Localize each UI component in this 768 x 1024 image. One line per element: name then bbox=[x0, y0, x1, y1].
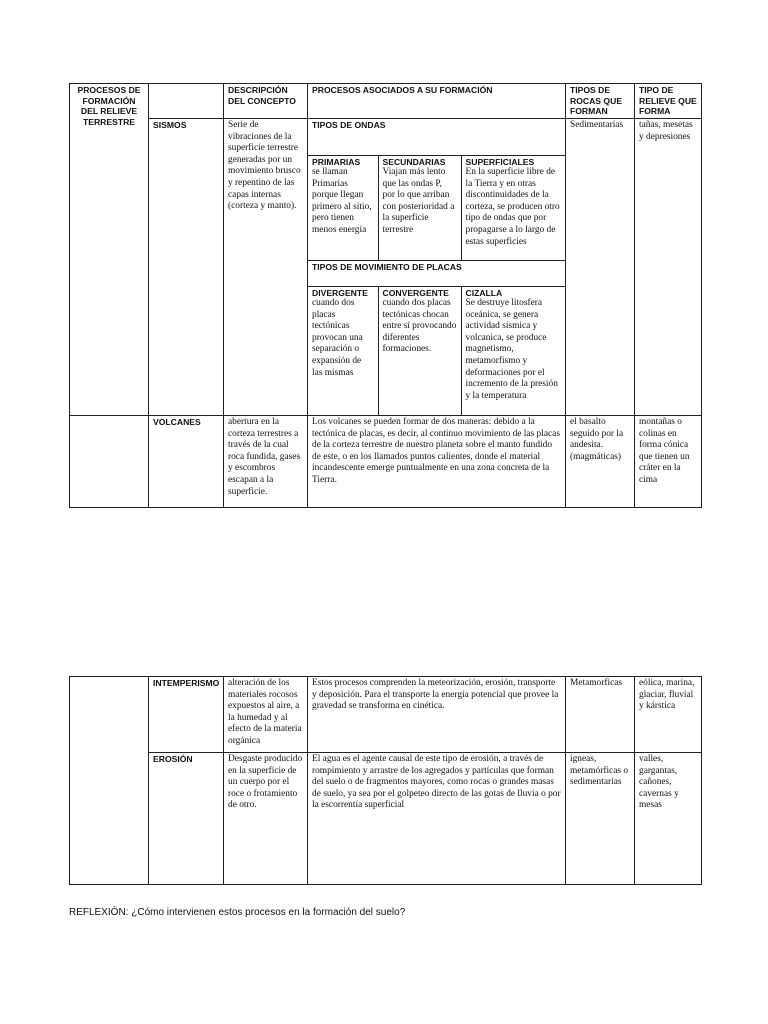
sismos-subtable-cell bbox=[308, 119, 566, 416]
procesos-erosion: El agua es el agente causal de este tipo de erosión, a través de rompimiento y arrastre de los agregados y partículas que forman del suelo o de fragmentos mayores, como rocas o grandes masas de suelo, ya sea por el golpeteo directo de las gotas de lluvia o por la escorrentía superficial bbox=[308, 753, 566, 885]
onda-primarias bbox=[308, 155, 378, 260]
procesos-intemperismo: Estos procesos comprenden la meteorización, erosión, transporte y deposición. Para el transporte la energía potencial que provee la gravedad se transforma en cinética. bbox=[308, 677, 566, 753]
header-descripcion: DESCRIPCIÓN DEL CONCEPTO bbox=[224, 84, 308, 119]
rocas-erosion: ígneas, metamórficas o sedimentarias bbox=[566, 753, 635, 885]
divergente-label: DIVERGENTE bbox=[312, 287, 368, 298]
relieve-erosion: valles, gargantas, cañones, cavernas y mesas bbox=[635, 753, 702, 885]
secundarias-text: Viajan más lento que las ondas P, por lo que arriban con posterioridad a la superficie terrestre bbox=[382, 167, 455, 236]
primarias-text: se llaman Primarias porque llegan primero al sitio, pero tienen menos energía bbox=[312, 167, 372, 236]
convergente-text: cuando dos placas tectónicas chocan entre sí provocando diferentes formaciones. bbox=[382, 298, 457, 355]
convergente-label: CONVERGENTE bbox=[382, 287, 449, 298]
reflexion-question: REFLEXIÓN: ¿Cómo intervienen estos procesos en la formación del suelo? bbox=[69, 907, 406, 918]
primarias-label: PRIMARIAS bbox=[312, 156, 361, 167]
description-volcanes: abertura en la corteza terrestres a través de la cual roca fundida, gases y escombros escapan a la superficie. bbox=[224, 416, 308, 508]
onda-superficiales bbox=[461, 155, 566, 260]
rocas-volcanes: el basalto seguido por la andesita. (magmáticas) bbox=[566, 416, 635, 508]
description-erosion: Desgaste producido en la superficie de un cuerpo por el roce o frotamiento de otro. bbox=[224, 753, 308, 885]
sismos-subtable bbox=[308, 119, 566, 415]
process-name-erosion: EROSIÓN bbox=[149, 753, 224, 885]
header-empty bbox=[149, 84, 224, 119]
procesos-volcanes: Los volcanes se pueden formar de dos maneras: debido a la tectónica de placas, es decir, al continuo movimiento de las placas de la corteza terrestre de nuestro planeta sobre el manto fundido de este, o en los llamados puntos calientes, donde el material incandescente emerge puntualmente en una zona concreta de la Tierra. bbox=[308, 416, 566, 508]
divergente-text: cuando dos placas tectónicas provocan una separación o expansión de las mismas bbox=[312, 298, 363, 378]
placa-divergente bbox=[308, 286, 378, 415]
relieve-intemperismo: eólica, marina, glaciar, fluvial y kárstica bbox=[635, 677, 702, 753]
relieve-sismos: tañas, mesetas y depresiones bbox=[635, 119, 702, 416]
superficiales-text: En la superficie libre de la Tierra y en otras discontinuidades de la corteza, se producen otro tipo de ondas que por propagarse a lo largo de estas superficies bbox=[465, 167, 560, 247]
rocas-intemperismo: Metamorficas bbox=[566, 677, 635, 753]
description-intemperismo: alteración de los materiales rocosos expuestos al aire, a la humedad y al efecto de la materia orgánica bbox=[224, 677, 308, 753]
process-name-sismos: SISMOS bbox=[149, 119, 224, 416]
onda-secundarias bbox=[378, 155, 461, 260]
secundarias-label: SECUNDARIAS bbox=[382, 156, 446, 167]
relief-process-table-2 bbox=[69, 676, 702, 885]
cizalla-label: CIZALLA bbox=[465, 287, 503, 298]
header-rocas: TIPOS DE ROCAS QUE FORMAN bbox=[566, 84, 635, 119]
placa-convergente bbox=[378, 286, 461, 415]
process-name-volcanes: VOLCANES bbox=[149, 416, 224, 508]
relieve-volcanes: montañas o colinas en forma cónica que tienen un cráter en la cima bbox=[635, 416, 702, 508]
placa-cizalla bbox=[461, 286, 566, 415]
rocas-sismos: Sedimentarias bbox=[566, 119, 635, 416]
row-empty-cell bbox=[70, 416, 149, 508]
header-asociados: PROCESOS ASOCIADOS A SU FORMACIÓN bbox=[308, 84, 566, 119]
header-procesos: PROCESOS DE FORMACIÓN DEL RELIEVE TERRESTRE bbox=[70, 84, 149, 416]
relief-process-table-1 bbox=[69, 83, 702, 508]
row-empty-cell bbox=[70, 677, 149, 885]
placas-title: TIPOS DE MOVIMIENTO DE PLACAS bbox=[308, 260, 566, 286]
description-sismos: Serie de vibraciones de la superficie terrestre generadas por un movimiento brusco y repentino de las capas internas (corteza y manto). bbox=[224, 119, 308, 416]
ondas-title: TIPOS DE ONDAS bbox=[308, 119, 566, 155]
cizalla-text: Se destruye litosfera oceánica, se genera actividad sísmica y volcanica, se produce magnetismo, metamorfismo y deformaciones por el incremento de la presión y la temperatura bbox=[465, 298, 558, 401]
header-relieve: TIPO DE RELIEVE QUE FORMA bbox=[635, 84, 702, 119]
superficiales-label: SUPERFICIALES bbox=[465, 156, 535, 167]
process-name-intemperismo: INTEMPERISMO bbox=[149, 677, 224, 753]
